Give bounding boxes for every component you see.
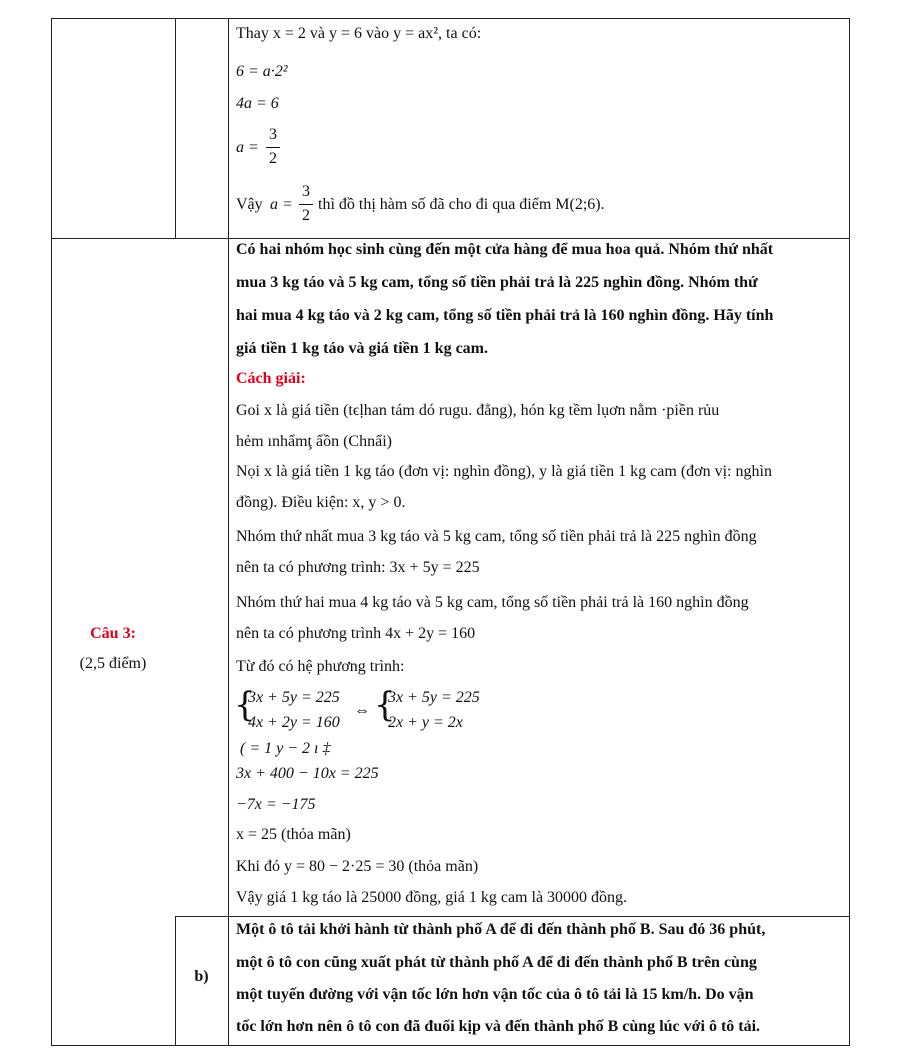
solution-line: Nọi x là giá tiền 1 kg táo (đơn vị: nghìn đồng), y là giá tiền 1 kg cam (đơn vị: nghìn: [236, 463, 772, 480]
part-b-label: b): [194, 968, 209, 985]
part-b-line: một ô tô con cũng xuất phát từ thành phố A để đi đến thành phố B trên cùng: [236, 954, 757, 971]
step-line: x = 25 (thỏa mãn): [236, 826, 351, 843]
conclusion-a: a =: [270, 196, 293, 213]
system-brace-right: {: [374, 685, 396, 725]
equation-3-fraction-bar: [266, 147, 280, 148]
row-divider-q3: [51, 238, 850, 239]
part-b-line: một tuyến đường với vận tốc lớn hơn vận tốc của ô tô tải là 15 km/h. Do vận: [236, 986, 754, 1003]
system-right-eq: 2x + y = 2x: [388, 714, 463, 731]
conclusion-prefix: Vậy: [236, 196, 263, 213]
problem-line: mua 3 kg táo và 5 kg cam, tổng số tiền phải trả là 225 nghìn đồng. Nhóm thứ: [236, 274, 758, 291]
garbled-line: Goi x là giá tiền (tϵḷhan tám dó rugu. đẳng), hón kg tềm lụơn nằm ·piền rủu: [236, 402, 720, 419]
step-line: 3x + 400 − 10x = 225: [236, 765, 379, 782]
table-border-left: [51, 18, 52, 1046]
solution-line: nên ta có phương trình: 3x + 5y = 225: [236, 559, 480, 576]
problem-line: giá tiền 1 kg táo và giá tiền 1 kg cam.: [236, 340, 488, 357]
equation-3-denominator: 2: [269, 150, 277, 167]
conclusion-suffix: thì đồ thị hàm số đã cho đi qua điểm M(2;6).: [318, 196, 605, 213]
equation-2: 4a = 6: [236, 95, 279, 112]
substitute-line: Thay x = 2 và y = 6 vào y = ax², ta có:: [236, 25, 482, 42]
conclusion-fraction-bar: [299, 204, 313, 205]
garbled-line: hẻm ınhẩmţ ẩồn (Chnẩi): [236, 433, 392, 450]
problem-line: hai mua 4 kg táo và 2 kg cam, tổng số tiền phải trả là 160 nghìn đồng. Hãy tính: [236, 307, 774, 324]
part-b-line: tốc lớn hơn nên ô tô con đã đuổi kịp và đến thành phố B cùng lúc với ô tô tải.: [236, 1018, 761, 1035]
system-brace-left: {: [234, 685, 256, 725]
solution-line: Từ đó có hệ phương trình:: [236, 658, 405, 675]
solution-line: nên ta có phương trình 4x + 2y = 160: [236, 625, 476, 642]
part-b-line: Một ô tô tải khởi hành từ thành phố A để đi đến thành phố B. Sau đó 36 phút,: [236, 921, 766, 938]
equivalence-symbol: ⇔: [354, 702, 370, 719]
table-border-top: [51, 18, 850, 19]
solution-line: Nhóm thứ hai mua 4 kg táo và 5 kg cam, tổng số tiền phải trả là 160 nghìn đồng: [236, 594, 749, 611]
garbled-equation: ( = 1 y − 2 ı ‡: [240, 740, 331, 757]
equation-3-numerator: 3: [269, 126, 277, 143]
problem-line: Có hai nhóm học sinh cùng đến một cửa hàng để mua hoa quả. Nhóm thứ nhất: [236, 241, 774, 258]
conclusion-numerator: 3: [302, 183, 310, 200]
table-border-col2: [228, 18, 229, 1046]
question-label: Câu 3:: [90, 625, 136, 642]
step-line: −7x = −175: [236, 796, 316, 813]
question-points: (2,5 điểm): [79, 655, 147, 672]
solution-line: đồng). Điều kiện: x, y > 0.: [236, 494, 406, 511]
step-line: Khi đó y = 80 − 2·25 = 30 (thỏa mãn): [236, 858, 479, 875]
table-border-bottom: [51, 1045, 850, 1046]
solution-heading: Cách giải:: [236, 370, 306, 387]
step-line: Vậy giá 1 kg táo là 25000 đồng, giá 1 kg cam là 30000 đồng.: [236, 889, 628, 906]
equation-1: 6 = a·2²: [236, 63, 288, 80]
system-left-eq: 4x + 2y = 160: [248, 714, 340, 731]
table-border-col1: [175, 18, 176, 238]
conclusion-denominator: 2: [302, 207, 310, 224]
system-right-eq: 3x + 5y = 225: [388, 689, 480, 706]
table-border-right: [849, 18, 850, 1046]
solution-line: Nhóm thứ nhất mua 3 kg táo và 5 kg cam, tổng số tiền phải trả là 225 nghìn đồng: [236, 528, 757, 545]
equation-3-lhs: a =: [236, 139, 259, 156]
system-left-eq: 3x + 5y = 225: [248, 689, 340, 706]
row-divider-b: [175, 916, 850, 917]
